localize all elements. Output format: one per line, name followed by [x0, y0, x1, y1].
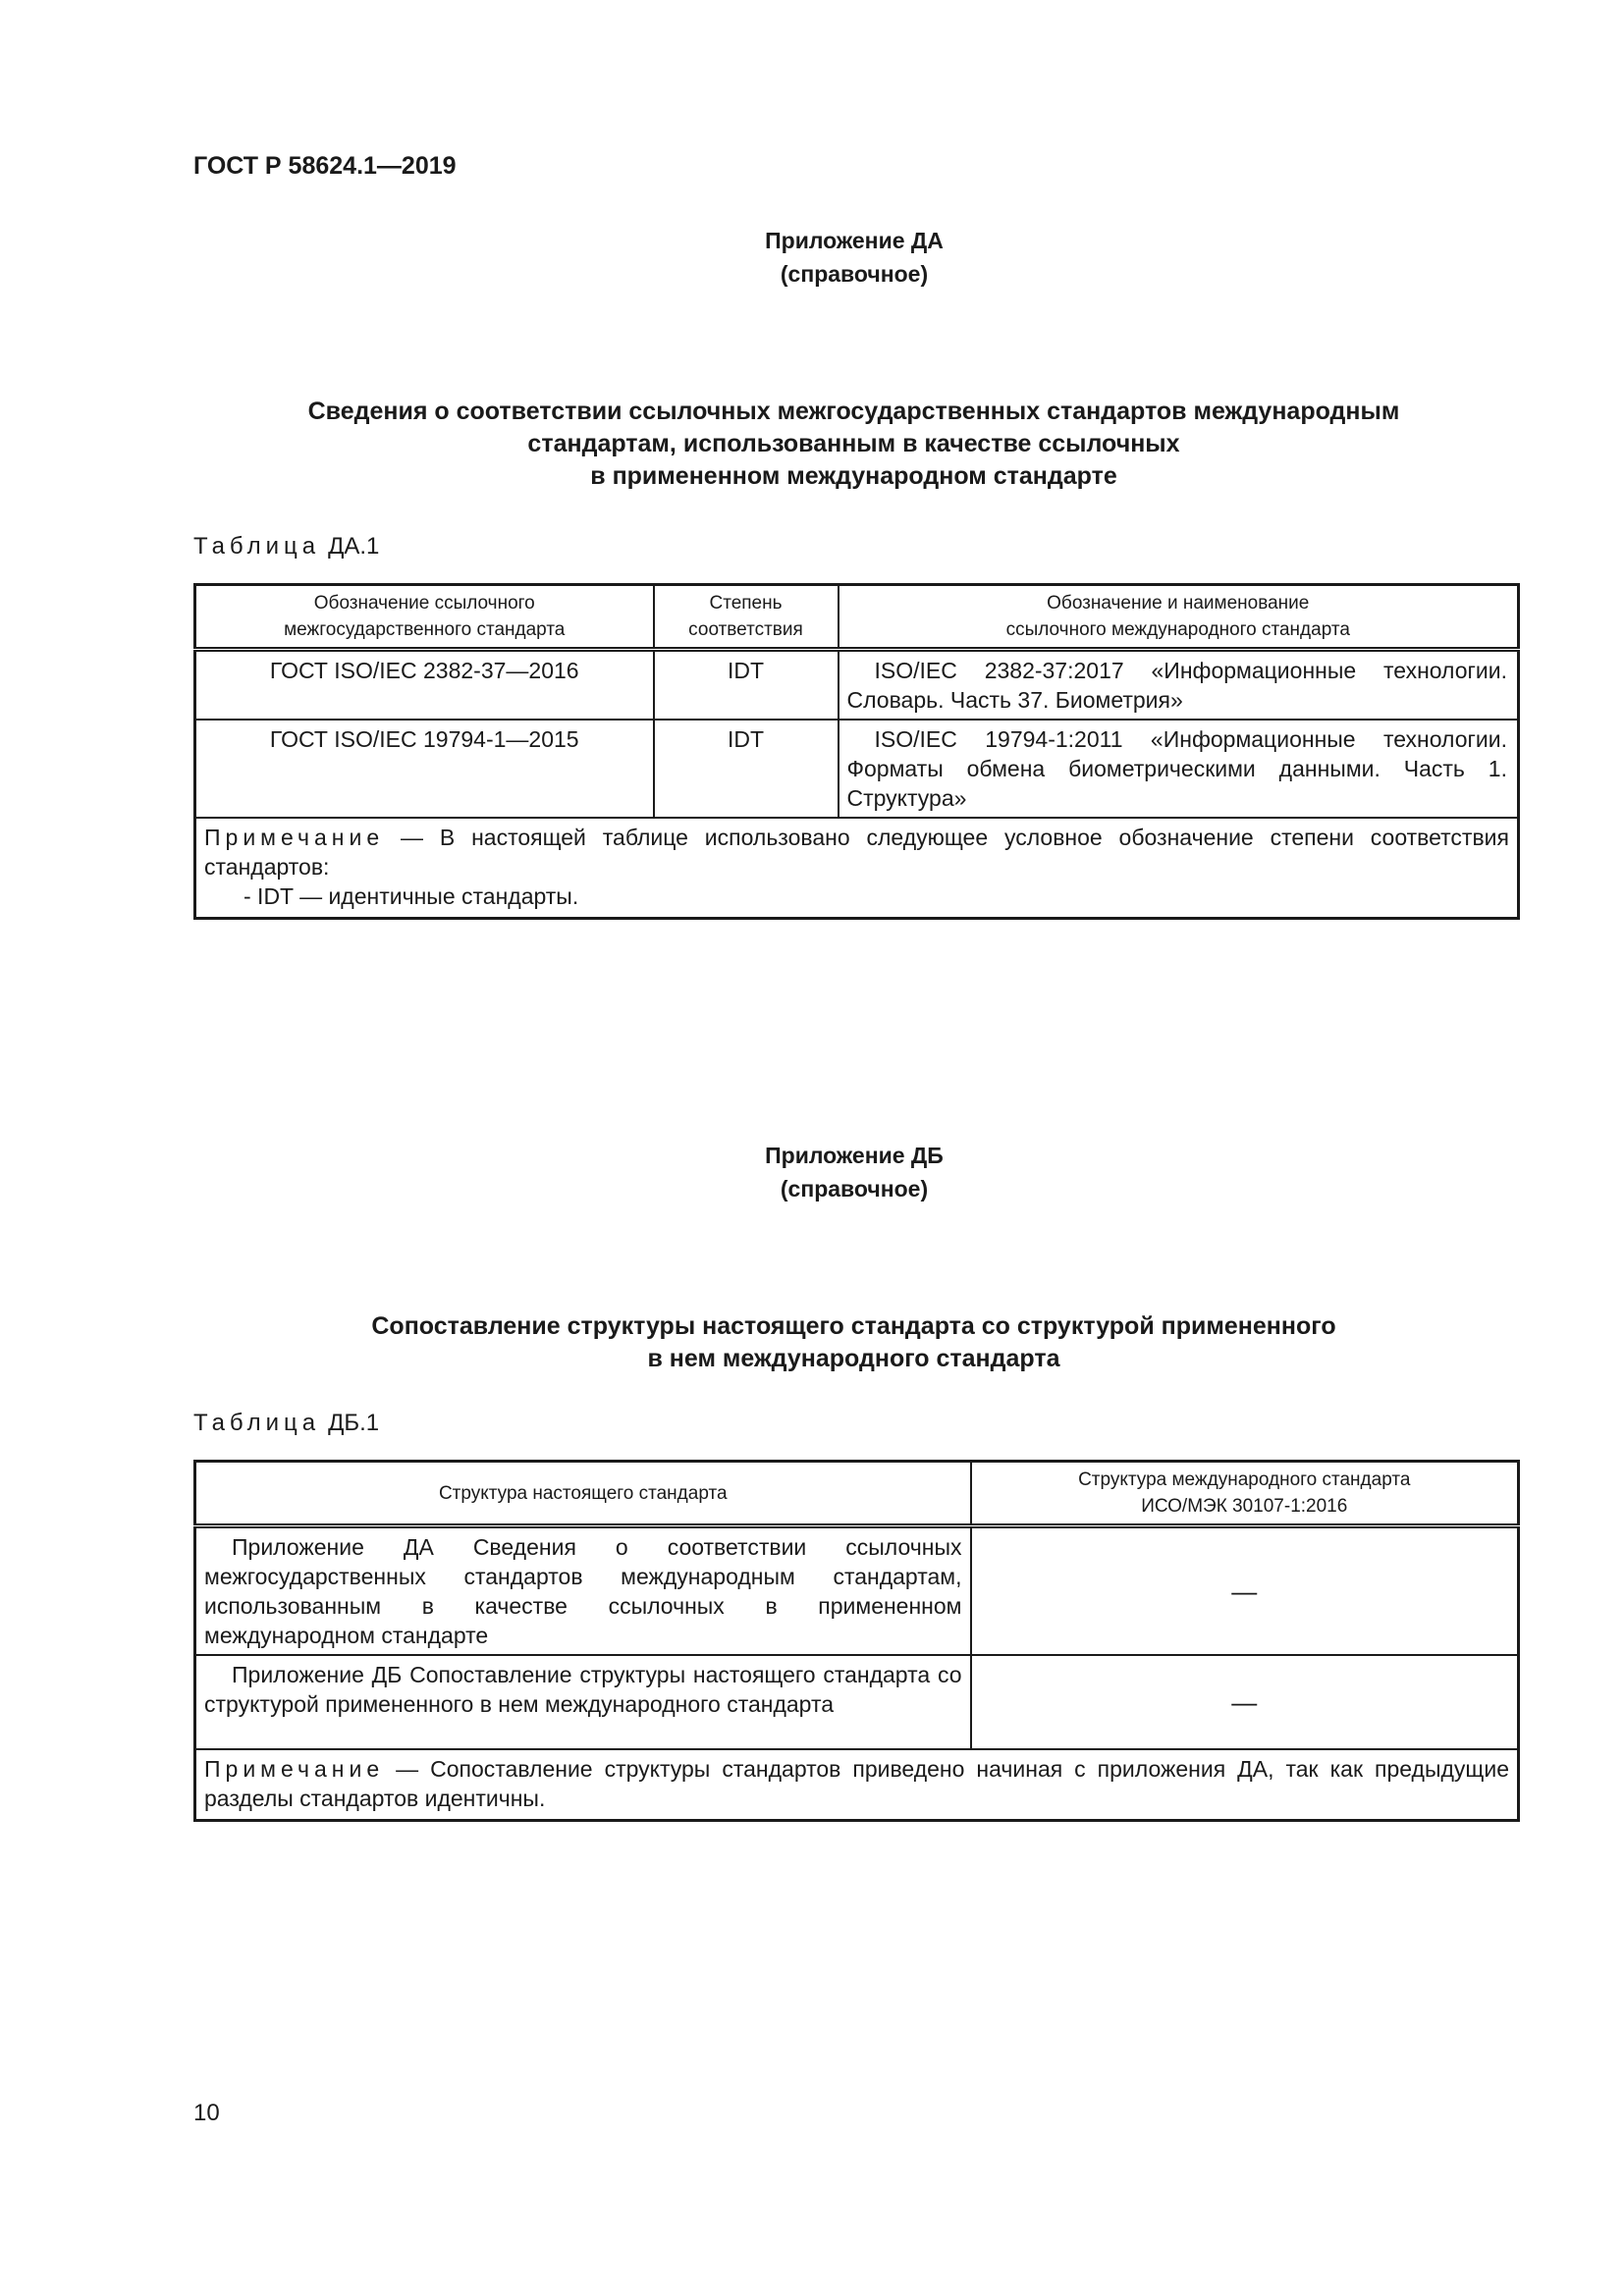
cell-national: ГОСТ ISO/IEC 19794-1—2015 — [195, 720, 654, 818]
note-text: — В настоящей таблице использовано следующее условное обозначение степени соответствия стандартов: — [204, 825, 1509, 880]
annex-da-title-line: стандартам, использованным в качестве ссылочных — [527, 430, 1180, 457]
annex-db-title-line: в нем международного стандарта — [647, 1345, 1060, 1372]
column-header-national-standard: Обозначение ссылочного межгосударственного стандарта — [195, 585, 654, 650]
table-db1 — [193, 1460, 1520, 1822]
table-da1 — [193, 583, 1520, 920]
table-note-row — [195, 818, 1519, 919]
column-header-international-structure: Структура международного стандарта ИСО/МЭК 30107-1:2016 — [971, 1462, 1519, 1526]
table-note — [195, 1749, 1519, 1821]
cell-this-structure: Приложение ДБ Сопоставление структуры настоящего стандарта со структурой примененного в нем международного стандарта — [195, 1655, 971, 1749]
table-header-row — [195, 1462, 1519, 1526]
note-word: Примечание — [204, 1756, 385, 1782]
annex-da-title — [193, 396, 1514, 493]
annex-da-title-line: Сведения о соответствии ссылочных межгосударственных стандартов международным — [307, 398, 1400, 425]
cell-intl-structure: — — [971, 1655, 1519, 1749]
document-id: ГОСТ Р 58624.1—2019 — [193, 152, 457, 180]
note-word: Примечание — [204, 825, 385, 850]
note-item: - IDT — идентичные стандарты. — [244, 883, 579, 909]
cell-national: ГОСТ ISO/IEC 2382-37—2016 — [195, 650, 654, 721]
annex-db-heading-label: Приложение ДБ — [765, 1143, 944, 1168]
table-caption-word: Таблица — [193, 1410, 321, 1436]
table-da1-caption — [193, 533, 379, 561]
cell-intl-structure: — — [971, 1526, 1519, 1656]
cell-international: ISO/IEC 19794-1:2011 «Информационные технологии. Форматы обмена биометрическими данными. Часть 1. Структура» — [839, 720, 1519, 818]
annex-db-heading — [0, 1139, 1624, 1205]
note-text: — Сопоставление структуры стандартов приведено начиная с приложения ДА, так как предыдущие разделы стандартов идентичны. — [204, 1756, 1509, 1811]
table-caption-word: Таблица — [193, 533, 321, 560]
table-row — [195, 650, 1519, 721]
table-row — [195, 720, 1519, 818]
annex-da-heading-label: Приложение ДА — [765, 228, 944, 253]
cell-this-structure: Приложение ДА Сведения о соответствии ссылочных межгосударственных стандартов международным стандартам, использованным в качестве ссылочных в примененном международном стандарте — [195, 1526, 971, 1656]
annex-da-heading — [0, 224, 1624, 291]
annex-db-title-line: Сопоставление структуры настоящего стандарта со структурой примененного — [371, 1312, 1336, 1340]
cell-degree: IDT — [654, 720, 839, 818]
column-header-this-standard: Структура настоящего стандарта — [195, 1462, 971, 1526]
table-note — [195, 818, 1519, 919]
cell-international: ISO/IEC 2382-37:2017 «Информационные технологии. Словарь. Часть 37. Биометрия» — [839, 650, 1519, 721]
column-header-degree: Степень соответствия — [654, 585, 839, 650]
annex-db-title — [193, 1310, 1514, 1375]
table-row — [195, 1526, 1519, 1656]
table-header-row — [195, 585, 1519, 650]
table-note-row — [195, 1749, 1519, 1821]
annex-da-subheading: (справочное) — [780, 261, 929, 287]
column-header-international-standard: Обозначение и наименование ссылочного международного стандарта — [839, 585, 1519, 650]
table-row — [195, 1655, 1519, 1749]
table-caption-number: ДА.1 — [328, 533, 380, 560]
annex-da-title-line: в примененном международном стандарте — [590, 462, 1117, 490]
table-db1-caption — [193, 1410, 379, 1437]
cell-degree: IDT — [654, 650, 839, 721]
page-number: 10 — [193, 2100, 220, 2126]
annex-db-subheading: (справочное) — [780, 1176, 929, 1201]
table-caption-number: ДБ.1 — [328, 1410, 380, 1436]
